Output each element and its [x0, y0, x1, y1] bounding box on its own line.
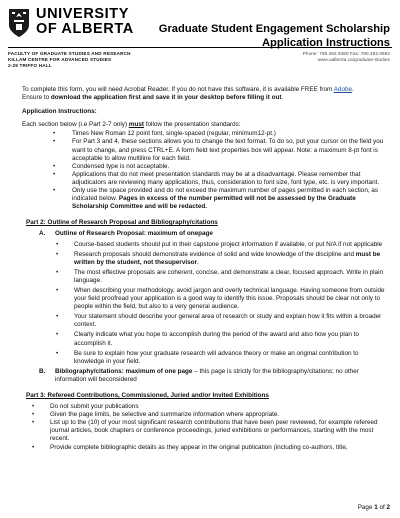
university-wordmark-line1: UNIVERSITY: [36, 6, 130, 22]
list-item-text: Only use the space provided and do not exceed the maximum number of pages permitted in each section, as indicated below.: [72, 187, 379, 203]
list-item: • List up to the (10) of your most significant research contributions that have been peer reviewed, for example refereed journal articles, book chapters or conference proceedings, juried exhibitions or performances, starting with the most recent.: [32, 419, 390, 443]
list-item: • Condensed type is not acceptable.: [53, 163, 390, 171]
website-line: www.ualberta.ca/graduate-studies: [317, 57, 390, 62]
intro-end-period: .: [281, 94, 284, 102]
page-footer: [358, 504, 390, 511]
intro-period: .: [352, 86, 354, 93]
list-item: • Provide complete bibliographic details as they appear in the original publication (including co-authors, title,: [32, 444, 390, 452]
list-item: • Be sure to explain how your graduate research will advance theory or make an original contribution to knowledge in your field.: [56, 350, 390, 366]
subsection-letter: B.: [39, 367, 46, 375]
document-title-line2: Application Instructions: [261, 36, 390, 49]
document-title-line1: Graduate Student Engagement Scholarship: [158, 23, 390, 35]
list-item: • Do not submit your publications: [32, 403, 390, 411]
page-number: 1: [374, 504, 378, 511]
list-item-end: .: [197, 258, 199, 266]
list-item: • Your statement should describe your general area of research or study and explain how it fits within a broader context.: [56, 313, 390, 329]
phone-fax-line: Phone: 780.492.9460 Fax: 780.492.0692: [302, 51, 390, 56]
subsection-title: Bibliography/citations: maximum of one page: [55, 367, 193, 375]
subsection-letter: A.: [39, 230, 46, 238]
document-title: [159, 23, 390, 50]
intro-ensure-text: Ensure to: [22, 94, 51, 102]
presentation-standards-lead: [22, 121, 390, 129]
list-item: • Applications that do not meet presentation standards may be at a disadvantage. Please remember that adjudicators are reviewing many applications, thus, consideration to font size, font type, etc. is very important.: [53, 171, 390, 187]
standards-must: must: [128, 121, 144, 129]
part3-heading: Part 3: Refereed Contributions, Commissioned, Juried and/or Invited Exhibitions: [26, 392, 269, 399]
list-item: • When describing your methodology, avoid jargon and overly technical language. Having someone from outside your field proofread your application is a good way to identify this issue. Proposals should be clear not only to people within the field, but also to a very general audience.: [56, 287, 390, 311]
subsection-text: – this page is strictly for the bibliography/citations; no other information will beconsidered: [55, 367, 359, 383]
list-item: • Clearly indicate what you hope to accomplish during the period of the award and also how you plan to accomplish it.: [56, 331, 390, 347]
list-item-bold-text: must be written by the student, not thesupervisor: [74, 250, 381, 266]
university-shield-logo-icon: [8, 8, 30, 38]
list-item: • Given the page limits, be selective and summarize information where appropriate.: [32, 411, 390, 419]
contact-info: [303, 51, 390, 63]
list-item: • Times New Roman 12 point font, single-spaced (regular, minimum12-pt.): [53, 130, 390, 138]
adobe-link[interactable]: Adobe: [333, 86, 353, 93]
address-line: 2-29 TRIFFO HALL: [8, 63, 52, 68]
page-total: 2: [386, 504, 390, 511]
list-item-bold-text: Pages in excess of the number permitted will not be assessed by the Graduate Scholarship Committee and will be redacted.: [72, 195, 356, 211]
university-wordmark: [36, 7, 134, 37]
part2-subsection-a-heading: [22, 230, 390, 238]
presentation-standards-list: [22, 130, 390, 211]
page-label: Page: [357, 504, 375, 511]
list-item-text: Research proposals should demonstrate evidence of solid and wide knowledge of the discipline and: [74, 250, 356, 258]
standards-lead-end: follow the presentation standards:: [144, 121, 241, 129]
refereed-contributions-list: [22, 403, 390, 452]
list-item: • The most effective proposals are coherent, concise, and demonstrate a clear, focused approach. Write in plain language.: [56, 269, 390, 285]
list-item: • For Part 3 and 4, these sections allows you to change the text format. To do so, put your cursor on the field you want to change, and press CTRL+E. A form field text properties box will appear. Note: a maximum 8-pt font is acceptable to allow multiline for each field.: [53, 138, 390, 162]
header-divider: [8, 47, 392, 48]
document-body: [22, 86, 390, 452]
document-header: [0, 0, 400, 72]
intro-text: To complete this form, you will need Acrobat Reader. If you do not have this software, it is available FREE from: [22, 86, 334, 93]
faculty-address: [8, 51, 131, 69]
intro-download-instruction: download the application first and save it in your desktop before filling it out: [50, 94, 282, 102]
page-of-label: of: [377, 504, 387, 511]
intro-paragraph: [22, 86, 390, 102]
research-proposal-list: [22, 241, 390, 366]
university-wordmark-line2: OF ALBERTA: [36, 21, 134, 37]
list-item: [56, 251, 390, 267]
application-instructions-heading: Application Instructions:: [22, 108, 97, 116]
part2-subsection-b: [22, 368, 390, 384]
list-item: • Course-based students should put in their capstone project information if available, or put N/A if not applicable: [56, 241, 390, 249]
centre-line: KILLAM CENTRE FOR ADVANCED STUDIES: [8, 57, 112, 62]
subsection-title: Outline of Research Proposal: maximum of onepage: [55, 230, 213, 238]
list-item: [53, 187, 390, 211]
faculty-line: FACULTY OF GRADUATE STUDIES AND RESEARCH: [8, 51, 131, 56]
standards-lead-text: Each section below (i.e Part 2-7 only): [22, 121, 129, 129]
part2-heading: Part 2: Outline of Research Proposal and Bibliography/citations: [26, 219, 218, 227]
